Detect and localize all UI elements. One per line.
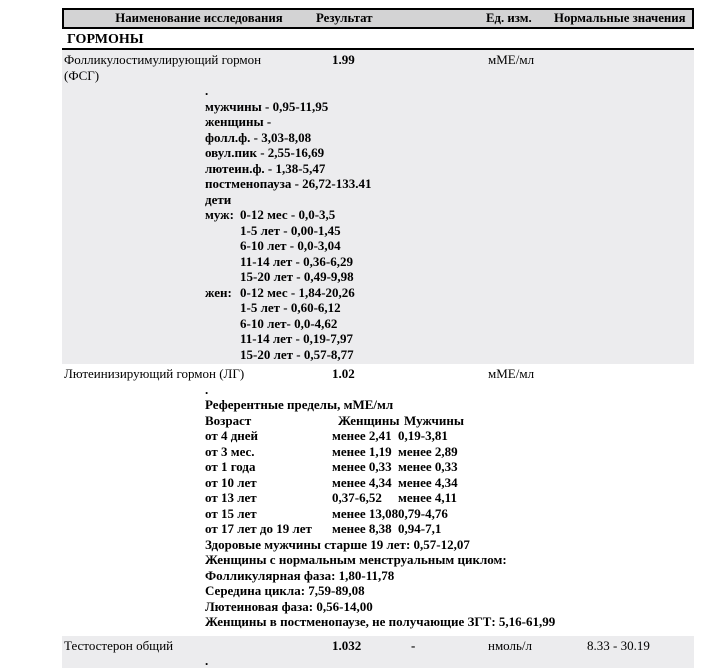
testosterone-result-value: 1.032	[332, 637, 362, 653]
lh-ref-extra-line: Женщины в постменопаузе, не получающие ЗГТ: 5,16-61,99	[205, 614, 556, 629]
lh-limits-row: от 1 года менее 0,33 менее 0,33	[205, 459, 458, 474]
fsh-row-block	[62, 50, 694, 364]
fsh-ref-line: женщины -	[205, 114, 272, 129]
lh-ref-extra-line: Фолликулярная фаза: 1,80-11,78	[205, 567, 395, 583]
fsh-test-name: Фолликулостимулирующий гормон (ФСГ)	[64, 52, 262, 83]
column-header-result: Результат	[316, 11, 373, 25]
fsh-result-line	[62, 52, 694, 83]
fsh-female-range: 15-20 лет - 0,57-8,77	[240, 346, 354, 362]
fsh-male-range: 6-10 лет - 0,0-3,04	[240, 238, 341, 253]
lh-limits-row: от 15 лет менее 13,080,79-4,76	[205, 505, 448, 521]
lh-unit: мМЕ/мл	[488, 366, 535, 381]
reference-dot: .	[205, 653, 209, 668]
testosterone-flag-dash: -	[411, 637, 416, 653]
lh-limits-header-women: Женщины	[338, 412, 400, 428]
fsh-reference-block	[62, 83, 694, 362]
fsh-male-group-line	[205, 207, 694, 223]
lh-ref-extra-line: Женщины с нормальным менструальным циклом:	[205, 552, 507, 567]
testosterone-unit: нмоль/л	[488, 637, 533, 653]
lh-limits-row: от 10 лет менее 4,34 менее 4,34	[205, 474, 458, 490]
reference-dot: .	[205, 83, 209, 98]
fsh-result-value: 1.99	[332, 52, 355, 67]
fsh-female-range: 1-5 лет - 0,60-6,12	[240, 300, 341, 315]
lh-reference-title: Референтные пределы, мМЕ/мл	[205, 397, 394, 412]
fsh-male-range: 1-5 лет - 0,00-1,45	[240, 222, 341, 238]
fsh-male-range: 15-20 лет - 0,49-9,98	[240, 269, 354, 284]
fsh-ref-line: мужчины - 0,95-11,95	[205, 98, 329, 114]
lh-ref-extra-line: Лютеиновая фаза: 0,56-14,00	[205, 598, 373, 614]
lh-row-block	[62, 364, 694, 632]
fsh-unit: мМЕ/мл	[488, 52, 535, 67]
lh-result-line	[62, 366, 694, 382]
lh-result-value: 1.02	[332, 366, 355, 381]
fsh-male-range: 11-14 лет - 0,36-6,29	[240, 253, 353, 269]
fsh-ref-line: фолл.ф. - 3,03-8,08	[205, 129, 312, 145]
lh-limits-row: от 3 мес. менее 1,19 менее 2,89	[205, 443, 458, 459]
lh-limits-header-men: Мужчины	[404, 412, 464, 428]
fsh-male-label: муж:	[205, 207, 234, 222]
testosterone-normal-range: 8.33 - 30.19	[587, 637, 650, 653]
fsh-female-range: 0-12 мес - 1,84-20,26	[240, 284, 355, 300]
results-header-row	[62, 8, 694, 29]
testosterone-result-line	[62, 638, 694, 654]
hormones-section-title: ГОРМОНЫ	[62, 31, 694, 50]
lab-results-table	[62, 8, 694, 668]
fsh-ref-line: овул.пик - 2,55-16,69	[205, 145, 325, 160]
fsh-male-range: 0-12 мес - 0,0-3,5	[240, 207, 336, 222]
column-header-normal: Нормальные значения	[554, 11, 686, 25]
testosterone-reference-block	[62, 653, 694, 668]
fsh-female-range: 11-14 лет - 0,19-7,97	[240, 331, 353, 346]
reference-dot: .	[205, 381, 209, 397]
column-header-name: Наименование исследования	[115, 11, 283, 25]
lh-test-name: Лютеинизирующий гормон (ЛГ)	[64, 366, 245, 381]
testosterone-test-name: Тестостерон общий	[64, 637, 174, 653]
fsh-female-group-line	[205, 285, 694, 301]
lh-ref-extra-line: Здоровые мужчины старше 19 лет: 0,57-12,07	[205, 536, 470, 552]
lh-limits-header-age: Возраст	[205, 412, 252, 428]
lh-limits-header	[205, 413, 694, 429]
fsh-ref-line: постменопауза - 26,72-133.41	[205, 176, 372, 191]
testosterone-row-block	[62, 636, 694, 668]
lh-limits-row: от 17 лет до 19 лет менее 8,38 0,94-7,1	[205, 521, 442, 536]
lh-limits-row: от 4 дней менее 2,41 0,19-3,81	[205, 428, 448, 443]
lh-limits-row: от 13 лет 0,37-6,52 менее 4,11	[205, 490, 457, 505]
fsh-female-range: 6-10 лет- 0,0-4,62	[240, 315, 338, 331]
fsh-female-label: жен:	[205, 284, 232, 300]
column-header-unit: Ед. изм.	[486, 11, 532, 25]
lh-ref-extra-line: Середина цикла: 7,59-89,08	[205, 583, 365, 598]
fsh-ref-line: лютеин.ф. - 1,38-5,47	[205, 160, 326, 176]
lh-reference-block	[62, 382, 694, 630]
fsh-ref-line: дети	[205, 191, 232, 207]
